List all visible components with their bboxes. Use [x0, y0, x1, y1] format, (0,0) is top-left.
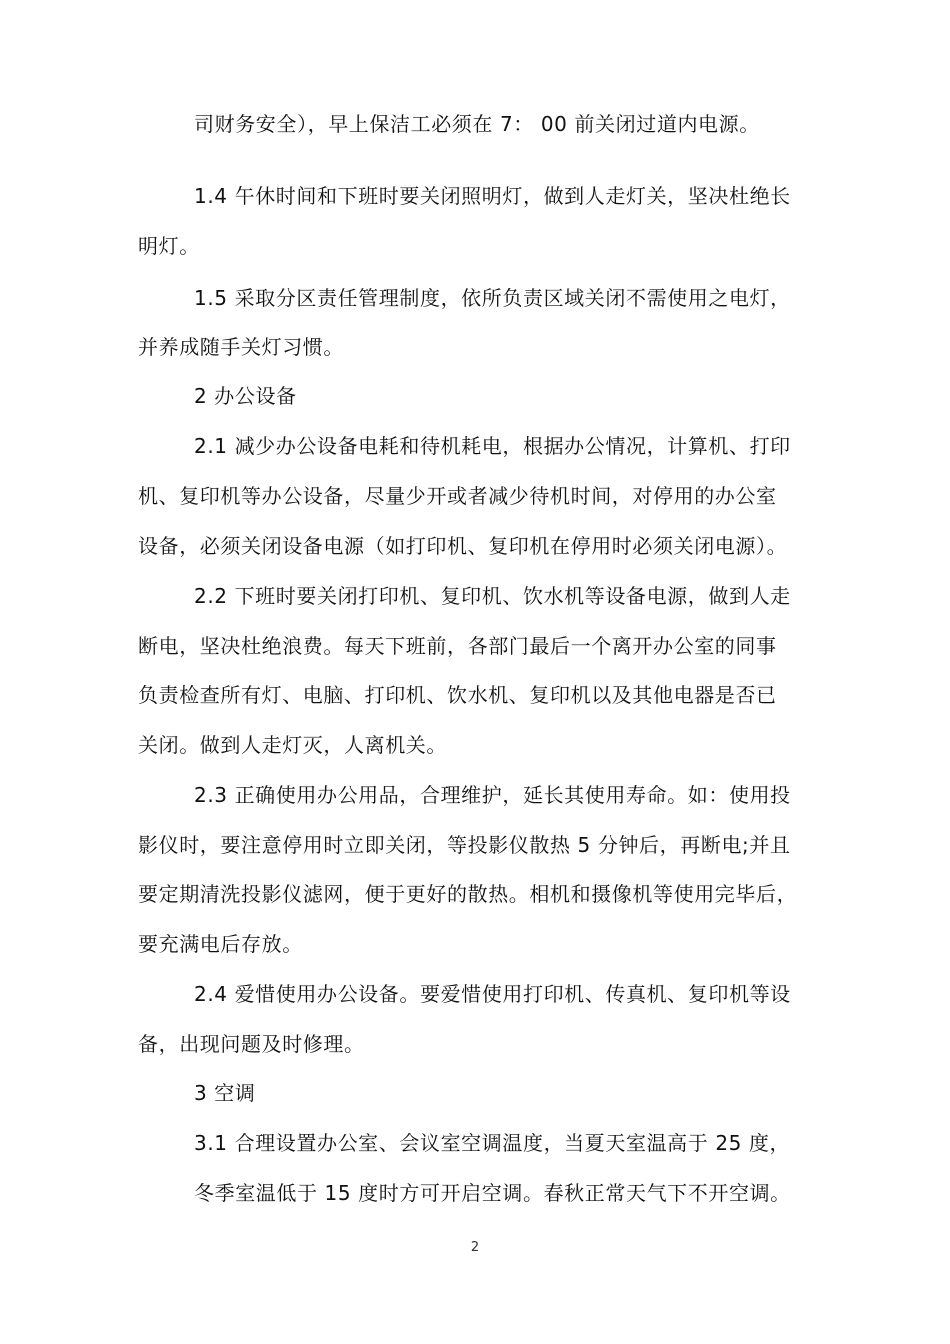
text-line: 1.5 采取分区责任管理制度，依所负责区域关闭不需使用之电灯， [194, 286, 791, 310]
text-line: 司财务安全），早上保洁工必须在 7： 00 前关闭过道内电源。 [194, 112, 760, 136]
text-line: 关闭。做到人走灯灭，人离机关。 [138, 733, 447, 757]
text-line: 2.3 正确使用办公用品，合理维护，延长其使用寿命。如：使用投 [194, 783, 791, 807]
text-line: 并养成随手关灯习惯。 [138, 335, 344, 359]
text-line: 要充满电后存放。 [138, 932, 303, 956]
text-line: 2.2 下班时要关闭打印机、复印机、饮水机等设备电源，做到人走 [194, 584, 791, 608]
section-heading: 2 办公设备 [194, 384, 297, 408]
text-line: 2.4 爱惜使用办公设备。要爱惜使用打印机、传真机、复印机等设 [194, 982, 791, 1006]
page-number: 2 [470, 1240, 480, 1255]
text-line: 影仪时，要注意停用时立即关闭，等投影仪散热 5 分钟后，再断电;并且 [138, 833, 791, 857]
text-line: 备，出现问题及时修理。 [138, 1032, 365, 1056]
text-line: 要定期清洗投影仪滤网，便于更好的散热。相机和摄像机等使用完毕后， [138, 882, 798, 906]
text-line: 断电，坚决杜绝浪费。每天下班前，各部门最后一个离开办公室的同事 [138, 634, 777, 658]
text-line: 机、复印机等办公设备，尽量少开或者减少待机时间，对停用的办公室 [138, 484, 777, 508]
text-line: 负责检查所有灯、电脑、打印机、饮水机、复印机以及其他电器是否已 [138, 683, 777, 707]
text-line: 1.4 午休时间和下班时要关闭照明灯，做到人走灯关，坚决杜绝长 [194, 184, 791, 208]
section-heading: 3 空调 [194, 1081, 256, 1105]
text-line: 冬季室温低于 15 度时方可开启空调。春秋正常天气下不开空调。 [194, 1181, 791, 1205]
text-line: 2.1 减少办公设备电耗和待机耗电，根据办公情况，计算机、打印 [194, 434, 791, 458]
text-line: 设备，必须关闭设备电源（如打印机、复印机在停用时必须关闭电源）。 [138, 534, 788, 558]
text-line: 3.1 合理设置办公室、会议室空调温度，当夏天室温高于 25 度， [194, 1131, 791, 1155]
text-line: 明灯。 [138, 234, 200, 258]
